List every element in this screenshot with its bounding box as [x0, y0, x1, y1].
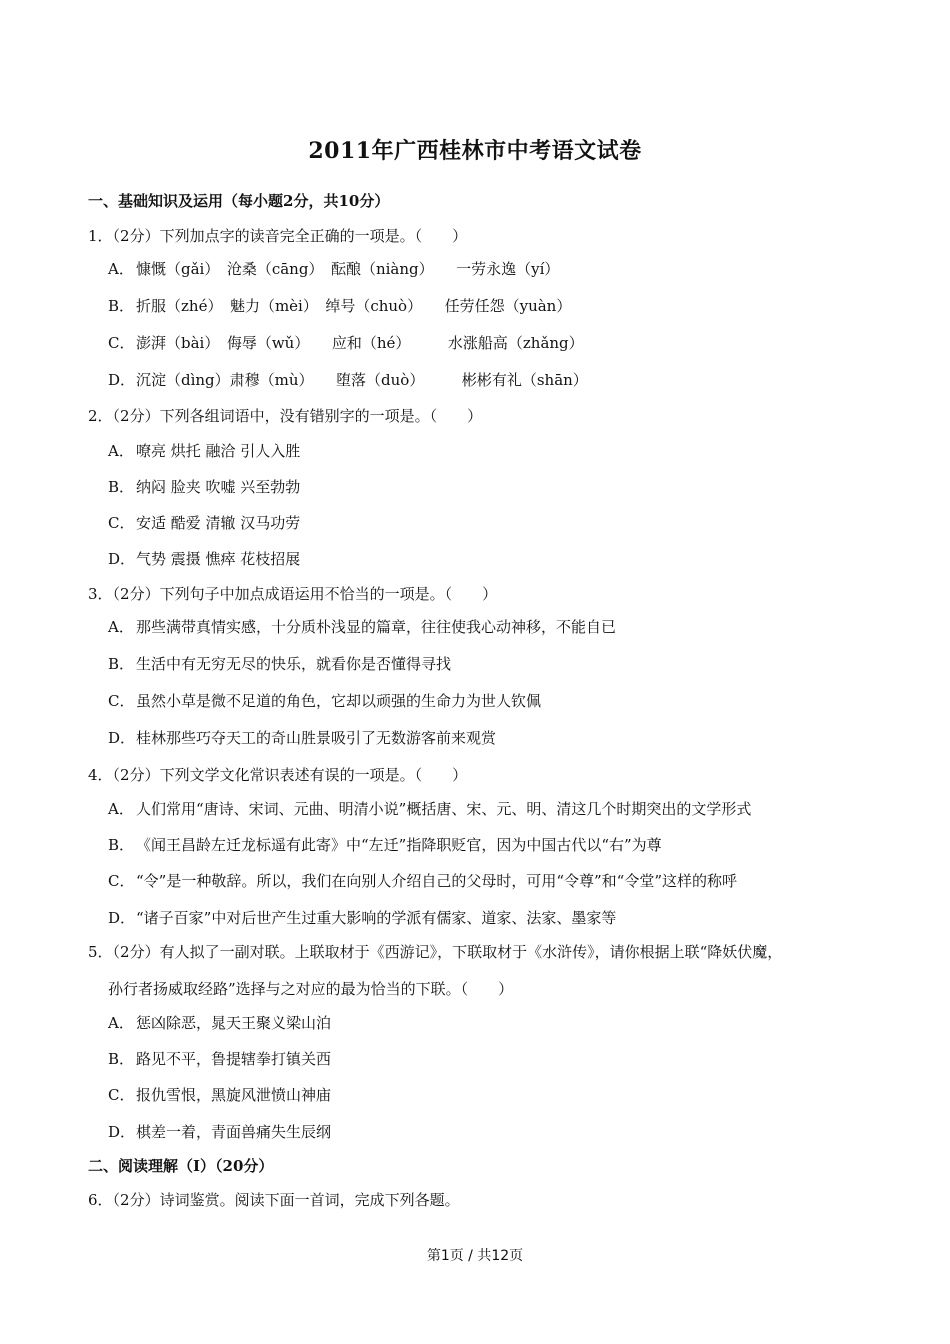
question-4-option-a	[108, 798, 751, 819]
section-heading-1: 一、基础知识及运用（每小题2分，共10分）	[88, 192, 390, 210]
option-label: B．	[108, 1050, 135, 1068]
option-label: A．	[108, 618, 134, 636]
question-1-option-d	[108, 369, 588, 390]
option-text: 澎湃（bài） 侮辱（wǔ） 应和（hé） 水涨船高（zhǎng）	[136, 334, 584, 352]
section-heading-2: 二、阅读理解（Ⅰ）（20分）	[88, 1157, 274, 1175]
option-label: B．	[108, 478, 135, 496]
option-text: 安适 酷爱 清辙 汉马功劳	[136, 514, 301, 532]
option-label: B．	[108, 297, 135, 315]
option-text: 报仇雪恨，黑旋风泄愤山神庙	[136, 1086, 332, 1104]
question-5-option-b	[108, 1048, 331, 1069]
option-label: C．	[108, 1086, 135, 1104]
question-3-option-b	[108, 653, 451, 674]
option-text: “令”是一种敬辞。所以，我们在向别人介绍自己的父母时，可用“令尊”和“令堂”这样的称呼	[136, 872, 738, 890]
option-text: 沉淀（dìng）肃穆（mù） 堕落（duò） 彬彬有礼（shān）	[136, 371, 588, 389]
option-text: 生活中有无穷无尽的快乐，就看你是否懂得寻找	[136, 655, 452, 673]
option-text: 桂林那些巧夺天工的奇山胜景吸引了无数游客前来观赏	[136, 729, 497, 747]
option-text: 《闻王昌龄左迁龙标遥有此寄》中“左迁”指降职贬官，因为中国古代以“右”为尊	[136, 836, 662, 854]
question-6-stem: 6．（2分）诗词鉴赏。阅读下面一首词，完成下列各题。	[88, 1191, 460, 1209]
question-3-option-a	[108, 616, 616, 637]
question-2-option-d	[108, 548, 300, 569]
option-text: 慷慨（gǎi） 沧桑（cāng） 酝酿（niàng） 一劳永逸（yí）	[136, 260, 560, 278]
option-label: A．	[108, 800, 134, 818]
option-text: 人们常用“唐诗、宋词、元曲、明清小说”概括唐、宋、元、明、清这几个时期突出的文学形式	[136, 800, 752, 818]
question-2-stem: 2．（2分）下列各组词语中，没有错别字的一项是。（ ）	[88, 407, 483, 425]
option-label: A．	[108, 260, 134, 278]
option-label: C．	[108, 872, 135, 890]
question-1-option-b	[108, 295, 571, 316]
question-2-option-c	[108, 512, 300, 533]
option-text: 嘹亮 烘托 融洽 引人入胜	[136, 442, 301, 460]
option-text: 那些满带真情实感，十分质朴浅显的篇章，往往使我心动神移，不能自已	[136, 618, 617, 636]
option-label: C．	[108, 334, 135, 352]
option-label: B．	[108, 655, 135, 673]
option-text: 虽然小草是微不足道的角色，它却以顽强的生命力为世人钦佩	[136, 692, 542, 710]
option-text: 棋差一着，青面兽痛失生辰纲	[136, 1123, 332, 1141]
question-1-stem: 1．（2分）下列加点字的读音完全正确的一项是。（ ）	[88, 227, 468, 245]
question-4-option-d	[108, 907, 616, 928]
question-3-stem: 3．（2分）下列句子中加点成语运用不恰当的一项是。（ ）	[88, 585, 498, 603]
option-label: A．	[108, 1014, 134, 1032]
question-3-option-d	[108, 727, 496, 748]
option-text: 气势 震摄 憔瘁 花枝招展	[136, 550, 301, 568]
question-1-option-a	[108, 258, 559, 279]
option-label: D．	[108, 550, 136, 568]
option-label: D．	[108, 909, 136, 927]
option-label: C．	[108, 514, 135, 532]
option-label: B．	[108, 836, 135, 854]
question-5-stem-continued: 孙行者扬威取经路”选择与之对应的最为恰当的下联。（ ）	[108, 980, 514, 998]
option-label: D．	[108, 729, 136, 747]
question-5-option-c	[108, 1084, 331, 1105]
question-5-option-d	[108, 1121, 331, 1142]
question-4-option-b	[108, 834, 662, 855]
option-text: 纳闷 脸夹 吹嘘 兴至勃勃	[136, 478, 301, 496]
question-2-option-a	[108, 440, 300, 461]
option-label: C．	[108, 692, 135, 710]
option-text: “诸子百家”中对后世产生过重大影响的学派有儒家、道家、法家、墨家等	[136, 909, 617, 927]
question-4-stem: 4．（2分）下列文学文化常识表述有误的一项是。（ ）	[88, 766, 468, 784]
option-label: A．	[108, 442, 134, 460]
option-text: 折服（zhé） 魅力（mèi） 绰号（chuò） 任劳任怨（yuàn）	[136, 297, 572, 315]
question-5-option-a	[108, 1012, 331, 1033]
question-5-stem: 5．（2分）有人拟了一副对联。上联取材于《西游记》，下联取材于《水浒传》，请你根据上联“降妖伏魔，	[88, 943, 783, 961]
option-label: D．	[108, 1123, 136, 1141]
page-footer: 第1页 / 共12页	[426, 1248, 524, 1264]
question-3-option-c	[108, 690, 541, 711]
page-title: 2011年广西桂林市中考语文试卷	[308, 138, 642, 164]
option-label: D．	[108, 371, 136, 389]
question-4-option-c	[108, 870, 737, 891]
option-text: 路见不平，鲁提辖拳打镇关西	[136, 1050, 332, 1068]
question-2-option-b	[108, 476, 300, 497]
option-text: 惩凶除恶，晁天王聚义梁山泊	[136, 1014, 332, 1032]
question-1-option-c	[108, 332, 584, 353]
